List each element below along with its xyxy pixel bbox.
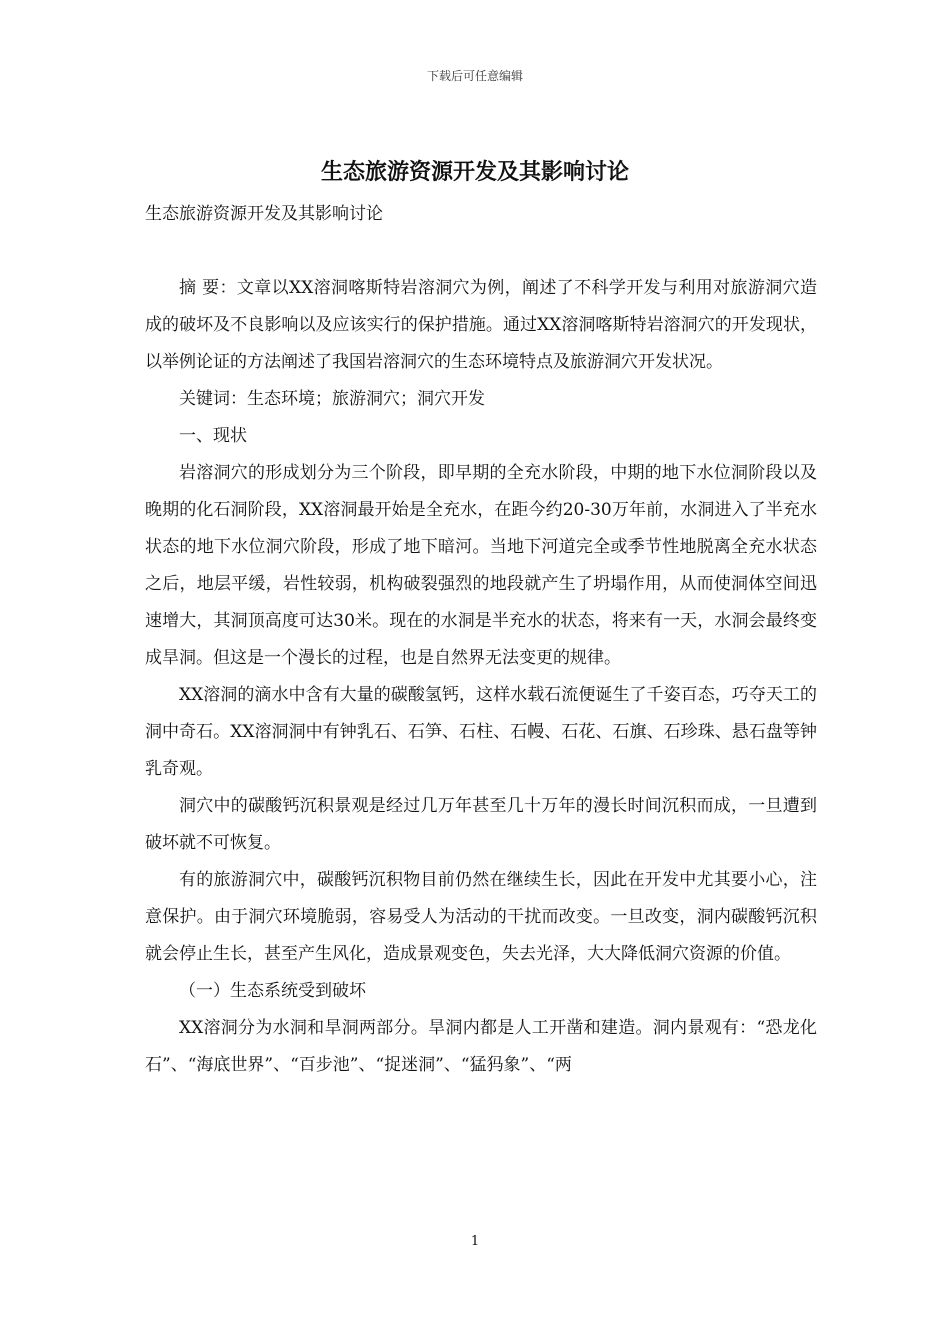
keywords-paragraph: 关键词：生态环境；旅游洞穴；洞穴开发 (179, 389, 485, 409)
abstract-paragraph: 摘 要：文章以XX溶洞喀斯特岩溶洞穴为例，阐述了不科学开发与利用对旅游洞穴造成的破坏及不良影响以及应该实行的保护措施。通过XX溶洞喀斯特岩溶洞穴的开发现状，以举例论证的方法阐述了我国岩溶洞穴的生态环境特点及旅游洞穴开发状况。 (145, 278, 817, 372)
document-body (145, 196, 817, 1084)
body-paragraph: XX溶洞分为水洞和旱洞两部分。旱洞内都是人工开凿和建造。洞内景观有：“恐龙化石”、“海底世界”、“百步池”、“捉迷洞”、“猛犸象”、“两 (145, 1018, 817, 1075)
subsection-heading-ecosystem: （一）生态系统受到破坏 (179, 981, 366, 1001)
document-title: 生态旅游资源开发及其影响讨论 (320, 159, 629, 185)
body-paragraph: 岩溶洞穴的形成划分为三个阶段，即早期的全充水阶段，中期的地下水位洞阶段以及晚期的化石洞阶段，XX溶洞最开始是全充水，在距今约20-30万年前，水洞进入了半充水状态的地下水位洞穴阶段，形成了地下暗河。当地下河道完全或季节性地脱离全充水状态之后，地层平缓，岩性较弱，机构破裂强烈的地段就产生了坍塌作用，从而使洞体空间迅速增大，其洞顶高度可达30米。现在的水洞是半充水的状态，将来有一天，水洞会最终变成旱洞。但这是一个漫长的过程，也是自然界无法变更的规律。 (145, 463, 817, 668)
header-note: 下载后可任意编辑 (426, 69, 523, 83)
body-paragraph: XX溶洞的滴水中含有大量的碳酸氢钙，这样水载石流便诞生了千姿百态，巧夺天工的洞中奇石。XX溶洞洞中有钟乳石、石笋、石柱、石幔、石花、石旗、石珍珠、悬石盘等钟乳奇观。 (145, 685, 817, 779)
section-heading-status: 一、现状 (179, 426, 247, 446)
page-number: 1 (470, 1234, 480, 1249)
document-subtitle: 生态旅游资源开发及其影响讨论 (145, 204, 383, 224)
body-paragraph: 洞穴中的碳酸钙沉积景观是经过几万年甚至几十万年的漫长时间沉积而成，一旦遭到破坏就不可恢复。 (145, 796, 817, 853)
body-paragraph: 有的旅游洞穴中，碳酸钙沉积物目前仍然在继续生长，因此在开发中尤其要小心，注意保护。由于洞穴环境脆弱，容易受人为活动的干扰而改变。一旦改变，洞内碳酸钙沉积就会停止生长，甚至产生风化，造成景观变色，失去光泽，大大降低洞穴资源的价值。 (145, 870, 817, 964)
